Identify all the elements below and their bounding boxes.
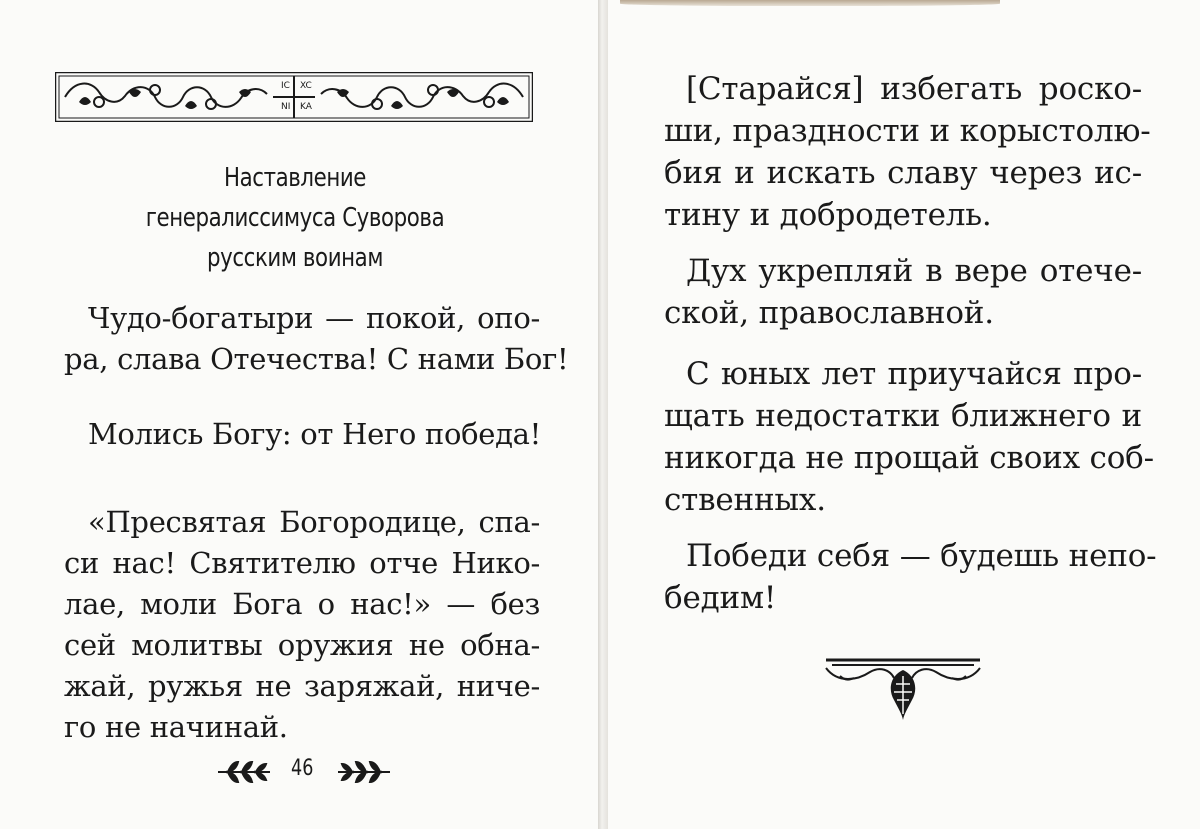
- monogram-bl: NI: [281, 102, 291, 112]
- right-paragraph-4: [664, 535, 1157, 619]
- text-line: ра, слава Отечества! С нами Бог!: [64, 342, 569, 376]
- text-line: [Старайся] избегать роско-: [686, 71, 1142, 107]
- laurel-right-icon: [338, 762, 390, 782]
- monogram-tr: XC: [300, 81, 312, 91]
- text-line: жай, ружья не заряжай, ниче-: [64, 669, 540, 703]
- text-line: ственных.: [664, 482, 826, 518]
- page-number: 46: [291, 756, 314, 781]
- text-line: «Пресвятая Богородице, спа-: [88, 505, 540, 539]
- heading-line: русским воинам: [206, 243, 383, 273]
- heading-line: Наставление: [223, 163, 367, 193]
- text-line: го не начинай.: [64, 710, 288, 744]
- text-line: никогда не прощай своих соб-: [664, 440, 1154, 476]
- text-line: си нас! Святителю отче Нико-: [64, 546, 540, 580]
- book-gutter: [598, 0, 608, 829]
- instruction-heading: [102, 158, 487, 278]
- monogram-cross: [277, 76, 317, 118]
- monogram-br: KA: [300, 102, 312, 112]
- text-line: бия и искать славу через ис-: [664, 155, 1142, 191]
- page-top-edge: [620, 0, 1000, 6]
- text-line: ской, православной.: [664, 295, 994, 331]
- text-line: бедим!: [664, 580, 777, 616]
- text-line: тину и добродетель.: [664, 197, 992, 233]
- text-line: лае, моли Бога о нас!» — без: [64, 587, 540, 621]
- text-line: Молись Богу: от Него победа!: [88, 417, 542, 451]
- monogram-tl: IC: [281, 81, 290, 91]
- laurel-left-icon: [218, 762, 270, 782]
- text-line: Дух укрепляй в вере отече-: [686, 253, 1142, 289]
- left-paragraph-3: [64, 502, 540, 748]
- left-paragraph-1: [64, 298, 569, 380]
- end-finial-ornament-icon: [818, 654, 988, 724]
- right-paragraph-1: [664, 68, 1151, 236]
- text-line: сей молитвы оружия не обна-: [64, 628, 540, 662]
- text-line: ши, праздности и корыстолю-: [664, 113, 1151, 149]
- right-paragraph-2: [664, 250, 1142, 334]
- text-line: Победи себя — будешь непо-: [686, 538, 1157, 574]
- text-line: С юных лет приучайся про-: [686, 356, 1142, 392]
- left-paragraph-2: [88, 414, 540, 455]
- heading-line: генералиссимуса Суворова: [145, 203, 445, 233]
- text-line: Чудо-богатыри — покой, опо-: [88, 301, 540, 335]
- right-paragraph-3: [664, 353, 1154, 521]
- text-line: щать недостатки ближнего и: [664, 398, 1142, 434]
